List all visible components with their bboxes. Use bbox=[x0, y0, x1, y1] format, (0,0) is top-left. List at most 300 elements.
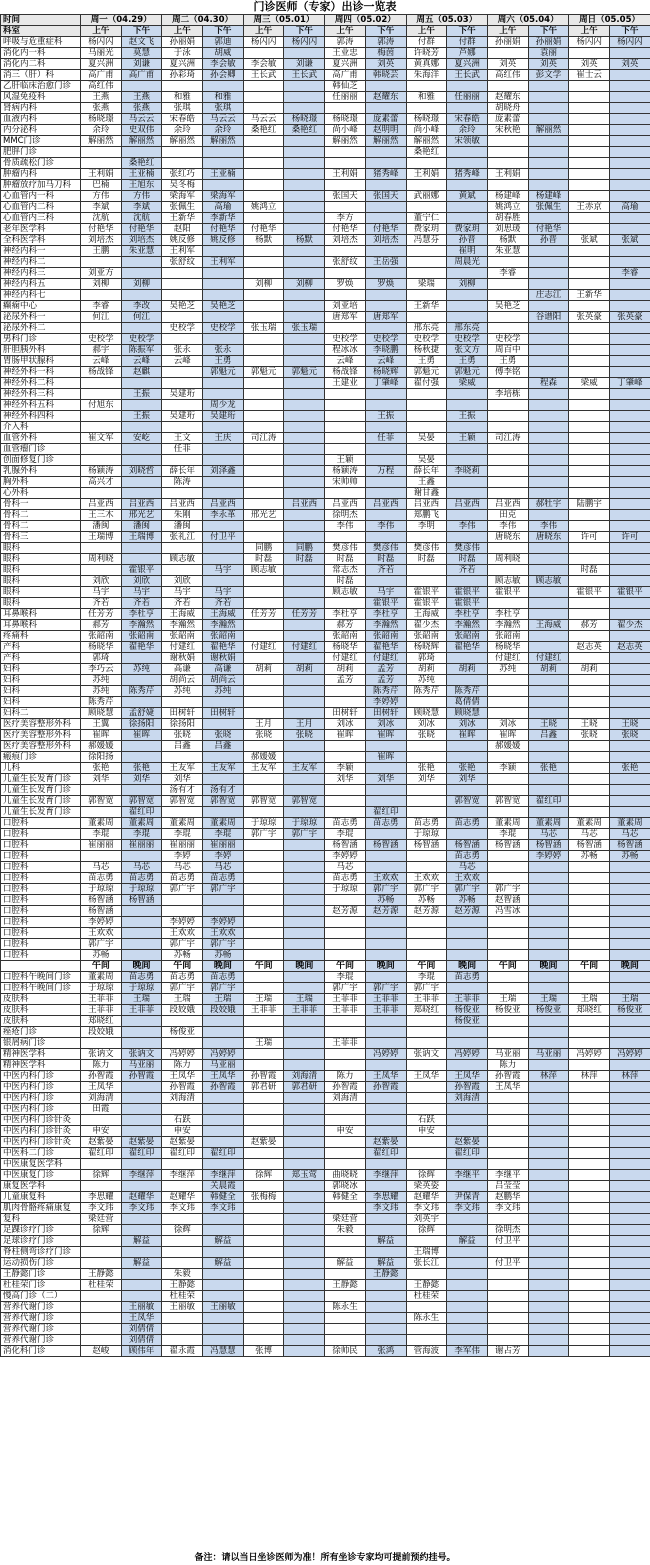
doctor-cell: 任菲 bbox=[365, 433, 406, 444]
doctor-cell bbox=[528, 268, 569, 279]
doctor-cell bbox=[243, 191, 284, 202]
doctor-cell: 于琼琼 bbox=[81, 884, 122, 895]
doctor-cell: 顾志敏 bbox=[243, 565, 284, 576]
doctor-cell: 汤有才 bbox=[203, 785, 244, 796]
doctor-cell: 同鹏 bbox=[243, 543, 284, 554]
doctor-cell bbox=[528, 1148, 569, 1159]
doctor-cell: 李伟 bbox=[325, 521, 366, 532]
session-label: 晚间 bbox=[447, 961, 488, 972]
doctor-cell bbox=[284, 455, 325, 466]
doctor-cell: 巴楠 bbox=[81, 180, 122, 191]
doctor-cell: 李明 bbox=[406, 521, 447, 532]
dept-cell: 医疗美容整形外科 bbox=[1, 741, 81, 752]
doctor-cell bbox=[325, 323, 366, 334]
doctor-cell bbox=[203, 1137, 244, 1148]
doctor-cell bbox=[487, 257, 528, 268]
doctor-cell: 于琼琼 bbox=[284, 818, 325, 829]
schedule-row bbox=[1, 1214, 650, 1225]
doctor-cell: 张国天 bbox=[325, 191, 366, 202]
doctor-cell bbox=[284, 1302, 325, 1313]
doctor-cell bbox=[365, 917, 406, 928]
doctor-cell: 杨智涵 bbox=[121, 895, 162, 906]
doctor-cell: 杨晓华 bbox=[81, 642, 122, 653]
doctor-cell bbox=[243, 444, 284, 455]
doctor-cell bbox=[528, 807, 569, 818]
doctor-cell bbox=[284, 1258, 325, 1269]
doctor-cell bbox=[569, 653, 610, 664]
doctor-cell bbox=[81, 851, 122, 862]
doctor-cell: 翟艳华 bbox=[365, 642, 406, 653]
doctor-cell bbox=[325, 400, 366, 411]
doctor-cell: 李培栋 bbox=[487, 389, 528, 400]
doctor-cell: 段姣娥 bbox=[162, 1005, 203, 1016]
doctor-cell: 王利娟 bbox=[325, 169, 366, 180]
doctor-cell bbox=[243, 1016, 284, 1027]
doctor-cell: 胡尚云 bbox=[162, 675, 203, 686]
doctor-cell: 汤有才 bbox=[162, 785, 203, 796]
doctor-cell bbox=[365, 763, 406, 774]
doctor-cell: 梁英姿 bbox=[406, 1181, 447, 1192]
schedule-row bbox=[1, 851, 650, 862]
doctor-cell: 张舒纹 bbox=[162, 257, 203, 268]
schedule-row bbox=[1, 301, 650, 312]
doctor-cell bbox=[406, 928, 447, 939]
doctor-cell bbox=[487, 939, 528, 950]
schedule-row bbox=[1, 719, 650, 730]
dept-cell: 营养代谢门诊 bbox=[1, 1335, 81, 1346]
doctor-cell: 崔晖 bbox=[325, 730, 366, 741]
doctor-cell bbox=[203, 290, 244, 301]
doctor-cell bbox=[528, 895, 569, 906]
doctor-cell: 李杜亨 bbox=[325, 609, 366, 620]
doctor-cell bbox=[610, 279, 650, 290]
doctor-cell bbox=[447, 400, 488, 411]
dept-cell: 中医内科门诊 bbox=[1, 1082, 81, 1093]
doctor-cell bbox=[81, 1038, 122, 1049]
doctor-cell bbox=[528, 1181, 569, 1192]
doctor-cell: 解益 bbox=[203, 1236, 244, 1247]
doctor-cell: 王菲菲 bbox=[81, 1005, 122, 1016]
doctor-cell: 夏兴洲 bbox=[81, 59, 122, 70]
doctor-cell bbox=[528, 1214, 569, 1225]
am-label: 上午 bbox=[81, 26, 122, 37]
doctor-cell bbox=[528, 81, 569, 92]
doctor-cell bbox=[528, 103, 569, 114]
dept-cell: 银屑病门诊 bbox=[1, 1038, 81, 1049]
session-label: 午间 bbox=[243, 961, 284, 972]
doctor-cell: 刘冰 bbox=[447, 719, 488, 730]
doctor-cell bbox=[121, 323, 162, 334]
doctor-cell: 管海波 bbox=[406, 1346, 447, 1357]
doctor-cell bbox=[243, 1280, 284, 1291]
dept-label: 科室 bbox=[1, 26, 81, 37]
doctor-cell: 刘英 bbox=[528, 59, 569, 70]
schedule-row bbox=[1, 444, 650, 455]
doctor-cell bbox=[487, 400, 528, 411]
doctor-cell bbox=[365, 488, 406, 499]
doctor-cell bbox=[528, 488, 569, 499]
doctor-cell bbox=[569, 114, 610, 125]
doctor-cell: 潘闽 bbox=[121, 521, 162, 532]
schedule-row bbox=[1, 180, 650, 191]
doctor-cell bbox=[284, 103, 325, 114]
doctor-cell: 马亚丽 bbox=[121, 1060, 162, 1071]
doctor-cell bbox=[569, 213, 610, 224]
doctor-cell: 王赤京 bbox=[569, 202, 610, 213]
doctor-cell bbox=[406, 400, 447, 411]
doctor-cell: 孙智霞 bbox=[121, 1071, 162, 1082]
doctor-cell bbox=[406, 1038, 447, 1049]
doctor-cell: 杨智涵 bbox=[569, 840, 610, 851]
doctor-cell bbox=[284, 917, 325, 928]
doctor-cell: 谢甘鑫 bbox=[406, 488, 447, 499]
doctor-cell: 王菲菲 bbox=[243, 1005, 284, 1016]
dept-cell: 眼科 bbox=[1, 543, 81, 554]
doctor-cell bbox=[528, 323, 569, 334]
doctor-cell: 杨晓璟 bbox=[325, 114, 366, 125]
doctor-cell bbox=[81, 1324, 122, 1335]
day-header: 周日（05.05） bbox=[569, 15, 650, 26]
doctor-cell bbox=[284, 1126, 325, 1137]
doctor-cell bbox=[610, 114, 650, 125]
doctor-cell: 于泳 bbox=[162, 48, 203, 59]
doctor-cell: 徐帅民 bbox=[325, 1346, 366, 1357]
doctor-cell: 吕亚西 bbox=[447, 499, 488, 510]
doctor-cell bbox=[447, 653, 488, 664]
doctor-cell: 史校学 bbox=[81, 334, 122, 345]
doctor-cell: 云峰 bbox=[121, 356, 162, 367]
doctor-cell bbox=[528, 356, 569, 367]
doctor-cell: 杨建峰 bbox=[487, 191, 528, 202]
doctor-cell: 杨默 bbox=[284, 235, 325, 246]
doctor-cell: 顾志敏 bbox=[487, 576, 528, 587]
doctor-cell bbox=[284, 433, 325, 444]
doctor-cell: 陈力 bbox=[487, 1060, 528, 1071]
dept-cell: 儿科 bbox=[1, 763, 81, 774]
doctor-cell: 高谦 bbox=[203, 664, 244, 675]
doctor-cell bbox=[203, 1104, 244, 1115]
dept-cell: 口腔科 bbox=[1, 928, 81, 939]
doctor-cell bbox=[447, 917, 488, 928]
doctor-cell bbox=[365, 1214, 406, 1225]
dept-cell: 中医康复门诊 bbox=[1, 1170, 81, 1181]
doctor-cell: 马宇 bbox=[162, 587, 203, 598]
doctor-cell: 王岳强 bbox=[365, 257, 406, 268]
doctor-cell: 史校学 bbox=[487, 334, 528, 345]
doctor-cell bbox=[406, 1104, 447, 1115]
doctor-cell: 郑玉莺 bbox=[284, 1170, 325, 1181]
doctor-cell: 王欢欢 bbox=[365, 873, 406, 884]
doctor-cell bbox=[243, 103, 284, 114]
doctor-cell bbox=[284, 884, 325, 895]
doctor-cell bbox=[365, 829, 406, 840]
doctor-cell bbox=[243, 1214, 284, 1225]
doctor-cell: 郭广宇 bbox=[365, 884, 406, 895]
doctor-cell bbox=[243, 246, 284, 257]
schedule-row bbox=[1, 224, 650, 235]
doctor-cell bbox=[406, 1016, 447, 1027]
doctor-cell bbox=[528, 257, 569, 268]
doctor-cell bbox=[284, 411, 325, 422]
doctor-cell: 赵阳 bbox=[162, 224, 203, 235]
dept-cell: 妇科 bbox=[1, 664, 81, 675]
schedule-row bbox=[1, 70, 650, 81]
doctor-cell bbox=[569, 103, 610, 114]
doctor-cell: 解丽然 bbox=[203, 136, 244, 147]
doctor-cell bbox=[528, 785, 569, 796]
doctor-cell: 苏纯 bbox=[121, 664, 162, 675]
doctor-cell bbox=[284, 1049, 325, 1060]
doctor-cell: 吴建珩 bbox=[203, 411, 244, 422]
doctor-cell bbox=[569, 939, 610, 950]
doctor-cell bbox=[243, 378, 284, 389]
doctor-cell: 梅茵 bbox=[365, 48, 406, 59]
doctor-cell: 杨俊亚 bbox=[528, 1005, 569, 1016]
doctor-cell bbox=[487, 158, 528, 169]
doctor-cell: 张琪 bbox=[162, 103, 203, 114]
doctor-cell bbox=[121, 1027, 162, 1038]
doctor-cell bbox=[365, 477, 406, 488]
doctor-cell bbox=[569, 1082, 610, 1093]
doctor-cell: 王长武 bbox=[447, 70, 488, 81]
doctor-cell: 郭智宽 bbox=[162, 796, 203, 807]
doctor-cell bbox=[528, 1225, 569, 1236]
dept-cell: 复科 bbox=[1, 1214, 81, 1225]
schedule-row bbox=[1, 576, 650, 587]
doctor-cell: 唐晓东 bbox=[487, 532, 528, 543]
dept-cell: 耳鼻喉科 bbox=[1, 609, 81, 620]
doctor-cell bbox=[243, 532, 284, 543]
doctor-cell: 王海威 bbox=[162, 609, 203, 620]
doctor-cell: 李瀚然 bbox=[487, 620, 528, 631]
doctor-cell: 王鹏 bbox=[81, 246, 122, 257]
doctor-cell: 张韶南 bbox=[487, 631, 528, 642]
dept-cell: 产科 bbox=[1, 653, 81, 664]
schedule-row bbox=[1, 994, 650, 1005]
doctor-cell bbox=[243, 81, 284, 92]
doctor-cell bbox=[528, 1335, 569, 1346]
doctor-cell: 任芳芳 bbox=[243, 609, 284, 620]
page-title: 门诊医师（专家）出诊一览表 bbox=[253, 0, 397, 13]
doctor-cell bbox=[325, 598, 366, 609]
doctor-cell: 郭广宇 bbox=[487, 884, 528, 895]
doctor-cell bbox=[162, 565, 203, 576]
doctor-cell bbox=[284, 268, 325, 279]
doctor-cell: 刘海清 bbox=[162, 1093, 203, 1104]
doctor-cell: 刘华 bbox=[447, 774, 488, 785]
dept-cell: 口腔科 bbox=[1, 873, 81, 884]
doctor-cell bbox=[121, 1247, 162, 1258]
doctor-cell: 解益 bbox=[447, 1236, 488, 1247]
schedule-row bbox=[1, 356, 650, 367]
doctor-cell bbox=[203, 158, 244, 169]
dept-cell: 中医康复医学科 bbox=[1, 1159, 81, 1170]
doctor-cell: 刘华 bbox=[406, 774, 447, 785]
doctor-cell: 郭广宇 bbox=[203, 939, 244, 950]
doctor-cell bbox=[243, 873, 284, 884]
doctor-cell: 冯婷婷 bbox=[203, 1049, 244, 1060]
doctor-cell bbox=[569, 906, 610, 917]
dept-cell: 乙肝临床治愈门诊 bbox=[1, 81, 81, 92]
doctor-cell bbox=[365, 1038, 406, 1049]
doctor-cell bbox=[203, 1159, 244, 1170]
doctor-cell: 杜桂荣 bbox=[406, 1291, 447, 1302]
doctor-cell: 李文玮 bbox=[447, 1203, 488, 1214]
doctor-cell bbox=[365, 1247, 406, 1258]
doctor-cell bbox=[121, 444, 162, 455]
doctor-cell bbox=[365, 576, 406, 587]
doctor-cell: 孙智霞 bbox=[203, 1082, 244, 1093]
doctor-cell: 徐辉 bbox=[406, 1170, 447, 1181]
doctor-cell bbox=[203, 147, 244, 158]
doctor-cell bbox=[569, 708, 610, 719]
doctor-cell: 付建红 bbox=[487, 653, 528, 664]
dept-cell: 中医内科门诊 bbox=[1, 1071, 81, 1082]
doctor-cell: 陈力 bbox=[162, 1060, 203, 1071]
schedule-row bbox=[1, 1148, 650, 1159]
doctor-cell: 潘闽 bbox=[162, 521, 203, 532]
doctor-cell: 郝媛媛 bbox=[487, 741, 528, 752]
doctor-cell: 杨智涵 bbox=[81, 906, 122, 917]
doctor-cell: 付艳华 bbox=[81, 224, 122, 235]
doctor-cell: 时磊 bbox=[365, 554, 406, 565]
doctor-cell bbox=[610, 455, 650, 466]
doctor-cell: 齐若 bbox=[203, 598, 244, 609]
doctor-cell: 余玲 bbox=[203, 125, 244, 136]
doctor-cell bbox=[447, 675, 488, 686]
doctor-cell bbox=[243, 466, 284, 477]
doctor-cell: 郝芳 bbox=[569, 620, 610, 631]
doctor-cell: 刘英宇 bbox=[406, 1214, 447, 1225]
doctor-cell: 黄真娜 bbox=[406, 59, 447, 70]
doctor-cell bbox=[487, 1313, 528, 1324]
dept-cell: 神经内科三 bbox=[1, 268, 81, 279]
doctor-cell bbox=[406, 862, 447, 873]
doctor-cell bbox=[610, 862, 650, 873]
schedule-row bbox=[1, 268, 650, 279]
doctor-cell: 朱毅 bbox=[162, 1269, 203, 1280]
doctor-cell bbox=[162, 906, 203, 917]
doctor-cell bbox=[243, 1313, 284, 1324]
doctor-cell: 李新华 bbox=[203, 213, 244, 224]
doctor-cell: 周晨光 bbox=[447, 257, 488, 268]
doctor-cell: 时磊 bbox=[284, 554, 325, 565]
doctor-cell: 韩健全 bbox=[325, 1192, 366, 1203]
doctor-cell bbox=[610, 1137, 650, 1148]
doctor-cell bbox=[406, 81, 447, 92]
doctor-cell: 和雅 bbox=[406, 92, 447, 103]
doctor-cell bbox=[569, 1159, 610, 1170]
doctor-cell bbox=[284, 895, 325, 906]
doctor-cell: 崔丽丽 bbox=[203, 840, 244, 851]
doctor-cell bbox=[528, 246, 569, 257]
doctor-cell: 王振 bbox=[447, 411, 488, 422]
doctor-cell bbox=[243, 1159, 284, 1170]
doctor-cell: 时磊 bbox=[447, 554, 488, 565]
doctor-cell bbox=[528, 609, 569, 620]
doctor-cell: 赵紫晏 bbox=[121, 1137, 162, 1148]
doctor-cell bbox=[610, 81, 650, 92]
doctor-cell bbox=[81, 543, 122, 554]
doctor-cell bbox=[569, 323, 610, 334]
doctor-cell: 李文玮 bbox=[487, 1203, 528, 1214]
schedule-row bbox=[1, 1126, 650, 1137]
doctor-cell: 胡莉 bbox=[528, 664, 569, 675]
doctor-cell bbox=[447, 477, 488, 488]
doctor-cell: 解丽然 bbox=[121, 136, 162, 147]
dept-cell: 王静懿门诊 bbox=[1, 1269, 81, 1280]
doctor-cell bbox=[610, 323, 650, 334]
doctor-cell bbox=[203, 477, 244, 488]
doctor-cell: 翟红印 bbox=[447, 1148, 488, 1159]
doctor-cell bbox=[284, 301, 325, 312]
doctor-cell bbox=[447, 1280, 488, 1291]
doctor-cell bbox=[610, 653, 650, 664]
doctor-cell bbox=[610, 1148, 650, 1159]
doctor-cell bbox=[325, 103, 366, 114]
doctor-cell: 郭魁元 bbox=[447, 367, 488, 378]
doctor-cell bbox=[121, 1269, 162, 1280]
doctor-cell bbox=[569, 796, 610, 807]
dept-cell: 康复医学科 bbox=[1, 1181, 81, 1192]
doctor-cell: 王利娟 bbox=[487, 169, 528, 180]
doctor-cell bbox=[284, 1214, 325, 1225]
doctor-cell bbox=[569, 1225, 610, 1236]
schedule-row bbox=[1, 1104, 650, 1115]
dept-cell: 耳鼻喉科 bbox=[1, 620, 81, 631]
doctor-cell: 时磊 bbox=[325, 576, 366, 587]
doctor-cell bbox=[569, 191, 610, 202]
doctor-cell: 刘柳 bbox=[81, 279, 122, 290]
dept-cell: 口腔科 bbox=[1, 917, 81, 928]
doctor-cell bbox=[569, 1181, 610, 1192]
doctor-cell bbox=[447, 1258, 488, 1269]
doctor-cell bbox=[569, 1126, 610, 1137]
doctor-cell bbox=[569, 433, 610, 444]
doctor-cell bbox=[121, 1038, 162, 1049]
doctor-cell: 李改 bbox=[121, 301, 162, 312]
dept-cell: 妇科 bbox=[1, 686, 81, 697]
doctor-cell: 李思耀 bbox=[81, 1192, 122, 1203]
doctor-cell: 冯慧芬 bbox=[406, 235, 447, 246]
doctor-cell bbox=[610, 169, 650, 180]
doctor-cell: 马云云 bbox=[203, 114, 244, 125]
doctor-cell: 苗志勇 bbox=[406, 818, 447, 829]
doctor-cell bbox=[121, 455, 162, 466]
doctor-cell bbox=[487, 1280, 528, 1291]
doctor-cell bbox=[325, 1269, 366, 1280]
doctor-cell bbox=[121, 1291, 162, 1302]
doctor-cell bbox=[121, 1082, 162, 1093]
schedule-row bbox=[1, 752, 650, 763]
doctor-cell: 王瑞 bbox=[610, 994, 650, 1005]
schedule-row bbox=[1, 1313, 650, 1324]
doctor-cell bbox=[610, 1291, 650, 1302]
doctor-cell bbox=[569, 1324, 610, 1335]
doctor-cell: 崔晖 bbox=[81, 730, 122, 741]
doctor-cell bbox=[610, 939, 650, 950]
doctor-cell: 任芳芳 bbox=[284, 609, 325, 620]
dept-cell: 神经外科四科 bbox=[1, 411, 81, 422]
doctor-cell: 胡莉 bbox=[447, 664, 488, 675]
doctor-cell: 刘谦 bbox=[121, 59, 162, 70]
dept-cell: 瘢痕门诊 bbox=[1, 752, 81, 763]
doctor-cell bbox=[325, 1060, 366, 1071]
doctor-cell bbox=[610, 389, 650, 400]
doctor-cell: 郭智宽 bbox=[284, 796, 325, 807]
doctor-cell bbox=[406, 1324, 447, 1335]
dept-cell: 足踝诊疗门诊 bbox=[1, 1225, 81, 1236]
